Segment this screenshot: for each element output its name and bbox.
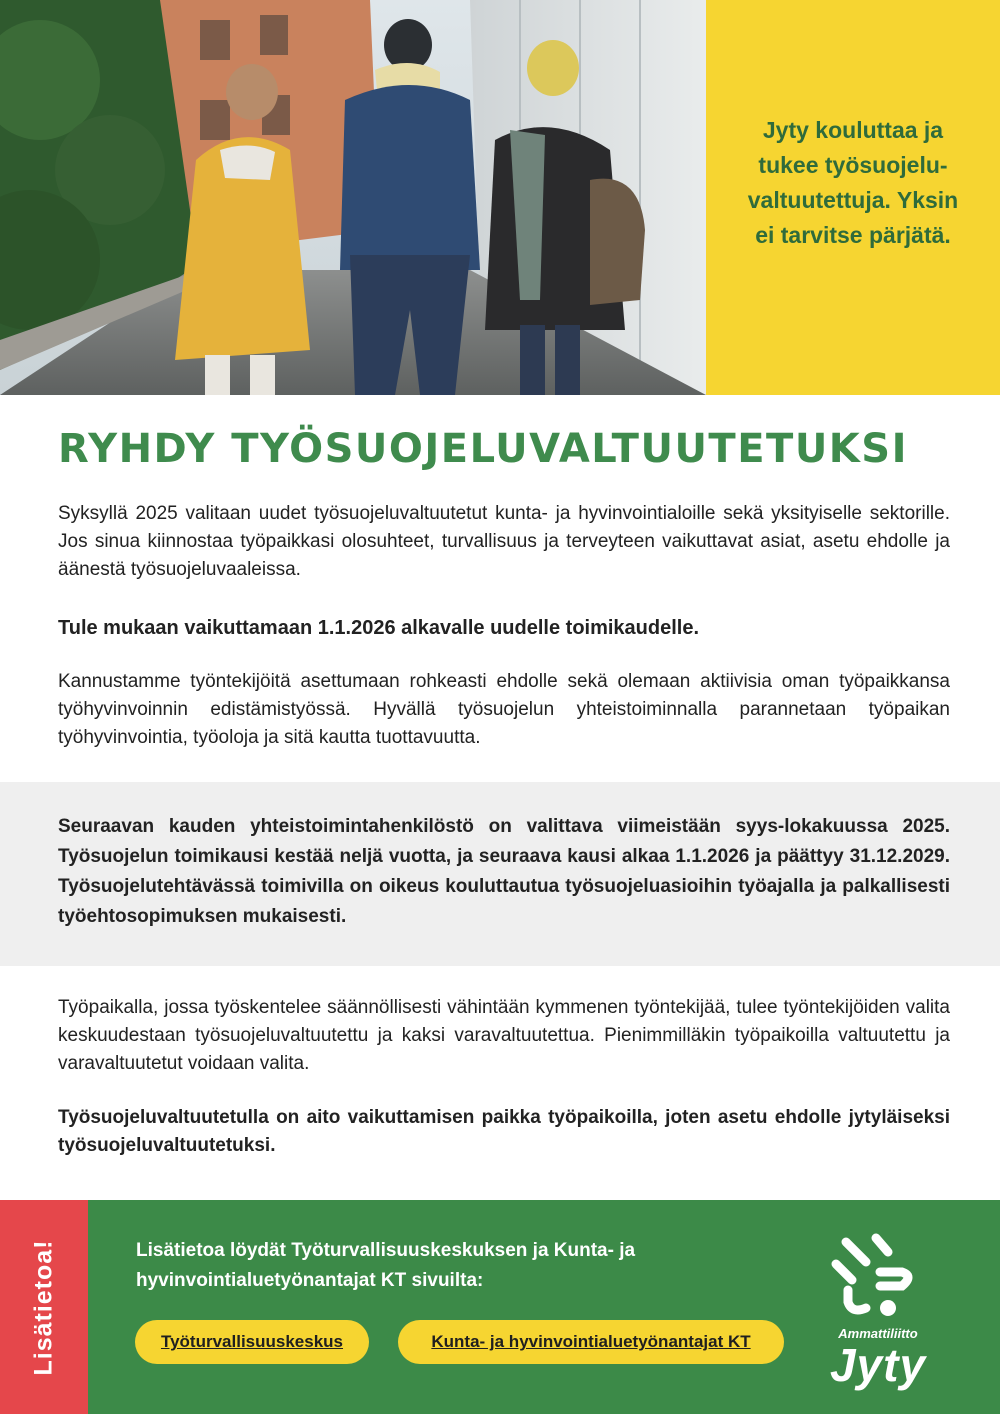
logo-subtitle: Ammattiliitto: [838, 1326, 918, 1341]
intro-paragraph: Syksyllä 2025 valitaan uudet työsuojeluvaltuutetut kunta- ja hyvinvointialoille sekä yksityiselle sektorille. Jos sinua kiinnostaa työpaikkasi olosuhteet, turvallisuus ja terveyteen vaikuttavat asiat, asetu ehdolle ja äänestä työsuojeluvaaleissa.: [58, 503, 950, 580]
logo-wordmark: Jyty: [829, 1339, 927, 1391]
call-to-action-text: Tule mukaan vaikuttamaan 1.1.2026 alkavalle uudelle toimikaudelle.: [58, 617, 700, 639]
jyty-logo: [818, 1228, 938, 1398]
workplace-paragraph: Työpaikalla, jossa työskentelee säännöllisesti vähintään kymmenen työntekijää, tulee työntekijöiden valita keskuudestaan työsuojeluvaltuutettu ja kaksi varavaltuutettua. Pienimmilläkin työpaikoilla valtuutettu ja varavaltuutetut voidaan valita.: [58, 997, 950, 1074]
jyty-logo-icon: [818, 1228, 938, 1324]
highlight-band: [0, 782, 1000, 966]
encourage-paragraph: Kannustamme työntekijöitä asettumaan rohkeasti ehdolle sekä olemaan aktiivisia oman työpaikkansa työhyvinvoinnin edistämistyössä. Hyvällä työsuojelun yhteistoiminnalla parannetaan työpaikan työhyvinvointia, työoloja ja sitä kautta tuottavuutta.: [58, 671, 950, 748]
info-tab: [0, 1200, 88, 1414]
tagline-box: [706, 0, 1000, 395]
page-title: RYHDY TYÖSUOJELUVALTUUTETUKSI: [58, 426, 908, 472]
tyoturvallisuuskeskus-link[interactable]: Työturvallisuuskeskus: [135, 1320, 369, 1364]
footer-info-text: Lisätietoa löydät Työturvallisuuskeskuksen ja Kunta- ja hyvinvointialuetyönantajat KT sivuilta:: [136, 1240, 636, 1291]
tagline: Jyty kouluttaa ja tukee työsuojelu-valtuutettuja. Yksin ei tarvitse pärjätä.: [747, 116, 959, 248]
highlight-paragraph: Seuraavan kauden yhteistoimintahenkilöstö on valittava viimeistään syys-lokakuussa 2025. Työsuojelun toimikausi kestää neljä vuotta, ja seuraava kausi alkaa 1.1.2026 ja päättyy 31.12.2029. Työsuojelutehtävässä toimivilla on oikeus kouluttautua työsuojeluasioihin työajalla ja palkallisesti työehtosopimuksen mukaisesti.: [58, 816, 950, 927]
kt-link[interactable]: Kunta- ja hyvinvointialuetyönantajat KT: [398, 1320, 784, 1364]
info-tab-label: Lisätietoa!: [29, 1238, 58, 1376]
closing-paragraph: Työsuojeluvaltuutetulla on aito vaikuttamisen paikka työpaikoilla, joten asetu ehdolle jytyläiseksi työsuojeluvaltuutetuksi.: [58, 1107, 950, 1156]
hero-photo: [0, 0, 706, 395]
footer: [0, 1200, 1000, 1414]
three-people-walking-photo: [0, 0, 706, 395]
hero: [0, 0, 1000, 395]
